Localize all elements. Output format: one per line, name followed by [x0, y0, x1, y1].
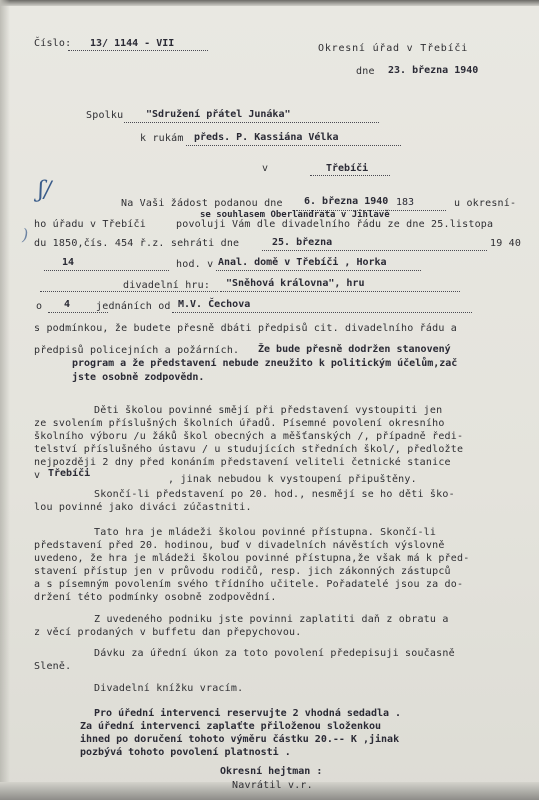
p7-line: Divadelní knížku vracím. — [94, 683, 244, 694]
p4-line6: držení této podmínky osobně zodpovědní. — [34, 592, 277, 603]
cislo-dotline — [68, 50, 208, 51]
p4-line1: Tato hra je mládeži školou povinné přístupna. Skončí-li — [94, 527, 437, 538]
signature-name: Navrátil v.r. — [232, 780, 313, 791]
p1-dotline5b — [220, 291, 460, 292]
perf-hour: 14 — [62, 257, 75, 268]
p1-line8: předpisů policejních a požárních. — [34, 345, 240, 356]
p1-dotline6a — [48, 312, 108, 313]
page-top-edge — [0, 0, 539, 6]
p6-line2: Sleně. — [34, 661, 72, 672]
p2-line6b: , jinak nebudou k vystoupení připuštěny. — [168, 474, 417, 485]
zadost-date: 6. března 1940 — [304, 196, 389, 207]
perf-venue: Anal. domě v Třebíči , Horka — [218, 257, 387, 268]
zadost-no: 183 — [396, 197, 415, 208]
p4-line5: a s písemným povolením svého třídního učitele. Pořadatelé jsou za do- — [34, 579, 464, 590]
p4-line4: stavení přístup jen v průvodu rodičů, resp. jich zákonných zástupců — [34, 566, 451, 577]
p1-dotline5a — [40, 291, 218, 292]
signature-title: Okresní hejtman : — [220, 766, 323, 777]
p6-line1: Dávku za úřední úkon za toto povolení předepisuji současně — [94, 648, 455, 659]
p4-line3: uvedeno, že hra je mládeži školou povinné přístupna,že však má k před- — [34, 553, 470, 564]
p4-line2: představení před 20. hodinou, buď v divadelních návěstích výslovně — [34, 540, 445, 551]
p1-dotline4a — [44, 270, 169, 271]
cislo-value: 13/ 1144 - VII — [90, 38, 175, 49]
spolku-value: "Sdružení přátel Junáka" — [146, 109, 291, 120]
p2-line5: nejpozději 2 dny před konáním představení veliteli četnické stanice — [34, 457, 451, 468]
souhlas-stamp: se souhlasem Oberlandrata v Jihlavě — [200, 210, 390, 220]
play-acts: 4 — [64, 299, 71, 310]
play-name: "Sněhová královna", hru — [226, 278, 365, 289]
date-prefix: dne — [356, 66, 375, 77]
p8-line1: Pro úřední intervenci reservujte 2 vhodná sedadla . — [94, 708, 402, 719]
rukam-value: předs. P. Kassiána Vélka — [194, 132, 339, 143]
p2-line3: školního výboru /u žáků škol obecných a měšťanských /, případně ředi- — [34, 431, 464, 442]
p1-dotline3 — [262, 250, 487, 251]
p2-line6: v — [34, 470, 41, 481]
page-left-shadow — [0, 0, 10, 800]
p1-line2b: povoluji Vám dle divadelního řádu ze dne 25.listopa — [176, 219, 494, 230]
cislo-label: Číslo: — [34, 38, 72, 49]
p3-line2: lou povinné jako diváci zúčastniti. — [34, 502, 252, 513]
p1-line7: s podmínkou, že budete přesně dbáti předpisů cit. divadelního řádu a — [34, 323, 457, 334]
p2-line1: Děti školou povinné smějí při představení vystoupiti jen — [94, 405, 443, 416]
date-value: 23. března 1940 — [388, 65, 479, 76]
p1-line3: du 1850,čís. 454 ř.z. sehráti dne — [34, 238, 240, 249]
p8-line4: pozbývá tohoto povolení platnosti . — [80, 747, 291, 758]
place-prefix: v — [262, 163, 269, 174]
p1-circle: o — [36, 301, 43, 312]
p3-line1: Skončí-li představení po 20. hod., nesmějí se ho děti ško- — [94, 489, 455, 500]
p1-line4: hod. v — [176, 259, 214, 270]
p1-extra2: program a že představení nebude zneužito k politickým účelům,zač — [72, 358, 458, 369]
perf-day: 25. března — [272, 237, 333, 248]
pencil-mark: ʃ/ — [38, 178, 52, 203]
p1-line5: divadelní hru: — [123, 280, 211, 291]
play-author: M.V. Čechova — [178, 299, 251, 310]
p2-line4: telství příslušného ústavu / u studujících středních škol/, předložte — [34, 444, 464, 455]
p1-extra1: Že bude přesně dodržen stanovený — [258, 344, 451, 355]
p2-line2: ze svolením příslušných školních úřadů. Písemné povolení okresního — [34, 418, 445, 429]
place-value: Třebíči — [326, 163, 369, 174]
rukam-dotline — [186, 145, 401, 146]
p5-line2: z věcí prodaných v buffetu dan přepychovou. — [34, 627, 302, 638]
p8-line3: ihned po doručení tohoto výměru částku 20.-- K ,jinak — [80, 734, 400, 745]
spolku-dotline — [124, 122, 379, 123]
p1-line1-end: u okresní- — [454, 198, 517, 209]
p1-year: 19 40 — [490, 238, 522, 249]
p1-line1: Na Vaši žádost podanou dne — [121, 198, 283, 209]
rukam-label: k rukám — [140, 133, 184, 144]
place-dotline — [310, 175, 390, 176]
p1-line2: ho úřadu v Třebíči — [34, 219, 146, 230]
p8-line2: Za úřední intervenci zaplaťte přiloženou složenkou — [80, 721, 382, 732]
p1-line6: jednáních od — [96, 301, 171, 312]
p1-extra3: jste osobně zodpovědn. — [72, 372, 205, 383]
p1-dotline4b — [216, 270, 421, 271]
p2-station: Třebíči — [48, 468, 91, 479]
spolku-label: Spolku — [86, 110, 124, 121]
office-name: Okresní úřad v Třebíči — [318, 43, 469, 54]
p5-line1: Z uvedeného podniku jste povinni zaplatiti daň z obratu a — [94, 614, 449, 625]
pencil-mark-2: ) — [22, 225, 29, 244]
p1-dotline6b — [172, 312, 472, 313]
